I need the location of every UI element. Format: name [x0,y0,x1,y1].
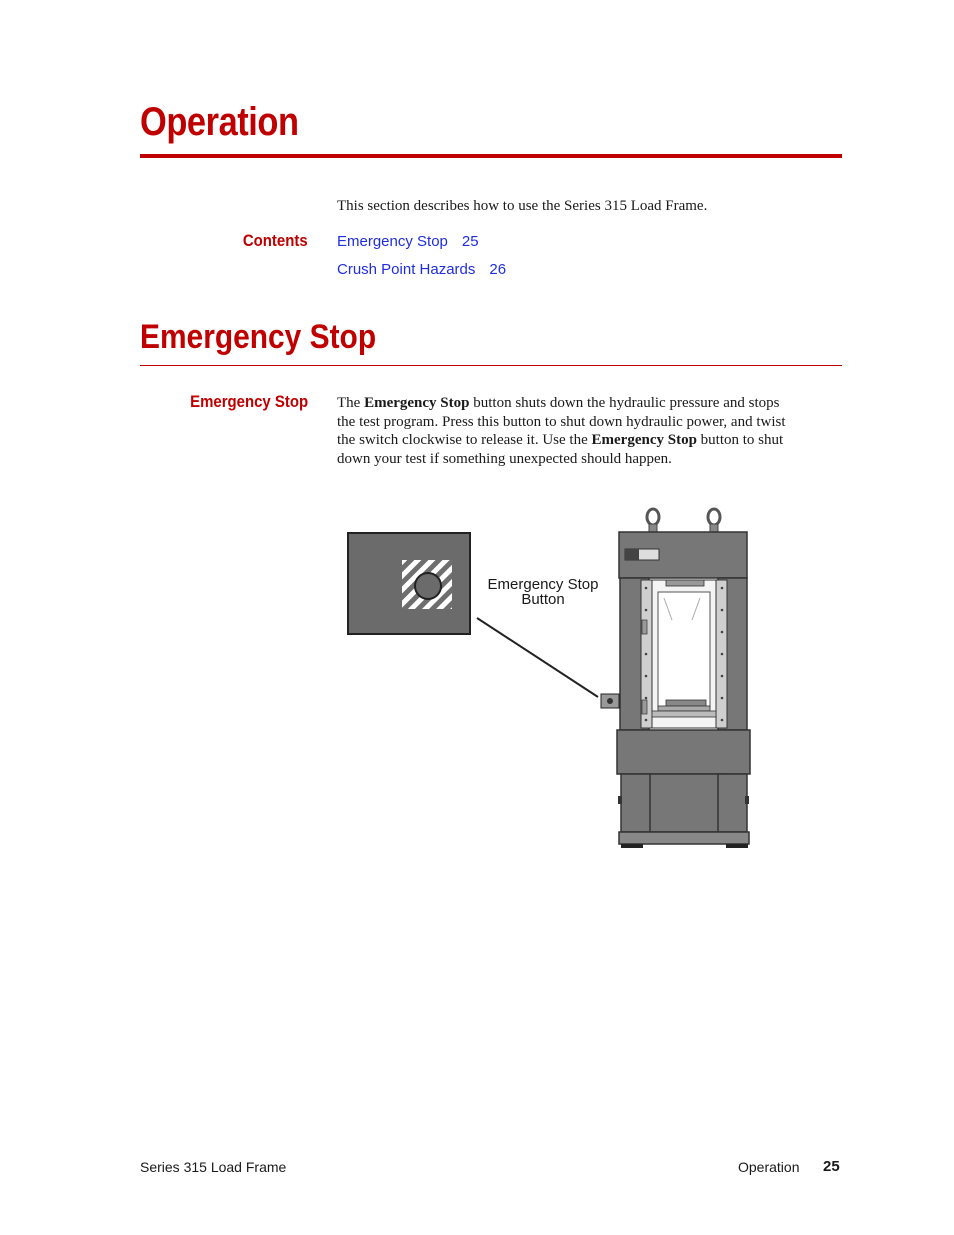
toc-item-crush-point-hazards[interactable] [337,261,506,278]
footer-document-title: Series 315 Load Frame [140,1159,287,1175]
load-frame-figure [340,500,760,855]
figure-callout-label: Emergency Stop Button [487,576,599,608]
load-frame-illustration [601,509,750,848]
page-title: Operation [140,100,299,144]
toc-item-label: Crush Point Hazards [337,261,476,278]
emergency-stop-paragraph: The Emergency Stop button shuts down the hydraulic pressure and stops the test program. Press this button to shut down hydraulic power, and twist the switch clockwise to release it. Use the Emergency Stop button to shut down your test if something unexpected should happen. [337,395,786,468]
contents-heading: Contents [243,231,308,250]
emergency-stop-detail [348,533,470,634]
toc-item-page: 25 [461,233,479,250]
footer-section: Operation [738,1159,800,1175]
callout-leader-line [477,618,598,697]
section-rule [140,365,842,366]
emergency-stop-side-heading: Emergency Stop [189,392,308,411]
footer-page-number: 25 [823,1158,840,1175]
intro-text: This section describes how to use the Series 315 Load Frame. [337,198,708,214]
toc-item-page: 26 [489,261,507,278]
title-rule [140,154,842,158]
emergency-stop-button-icon [415,573,441,599]
section-title: Emergency Stop [140,318,377,356]
toc-item-label: Emergency Stop [337,233,448,250]
toc-item-emergency-stop[interactable] [337,233,479,250]
